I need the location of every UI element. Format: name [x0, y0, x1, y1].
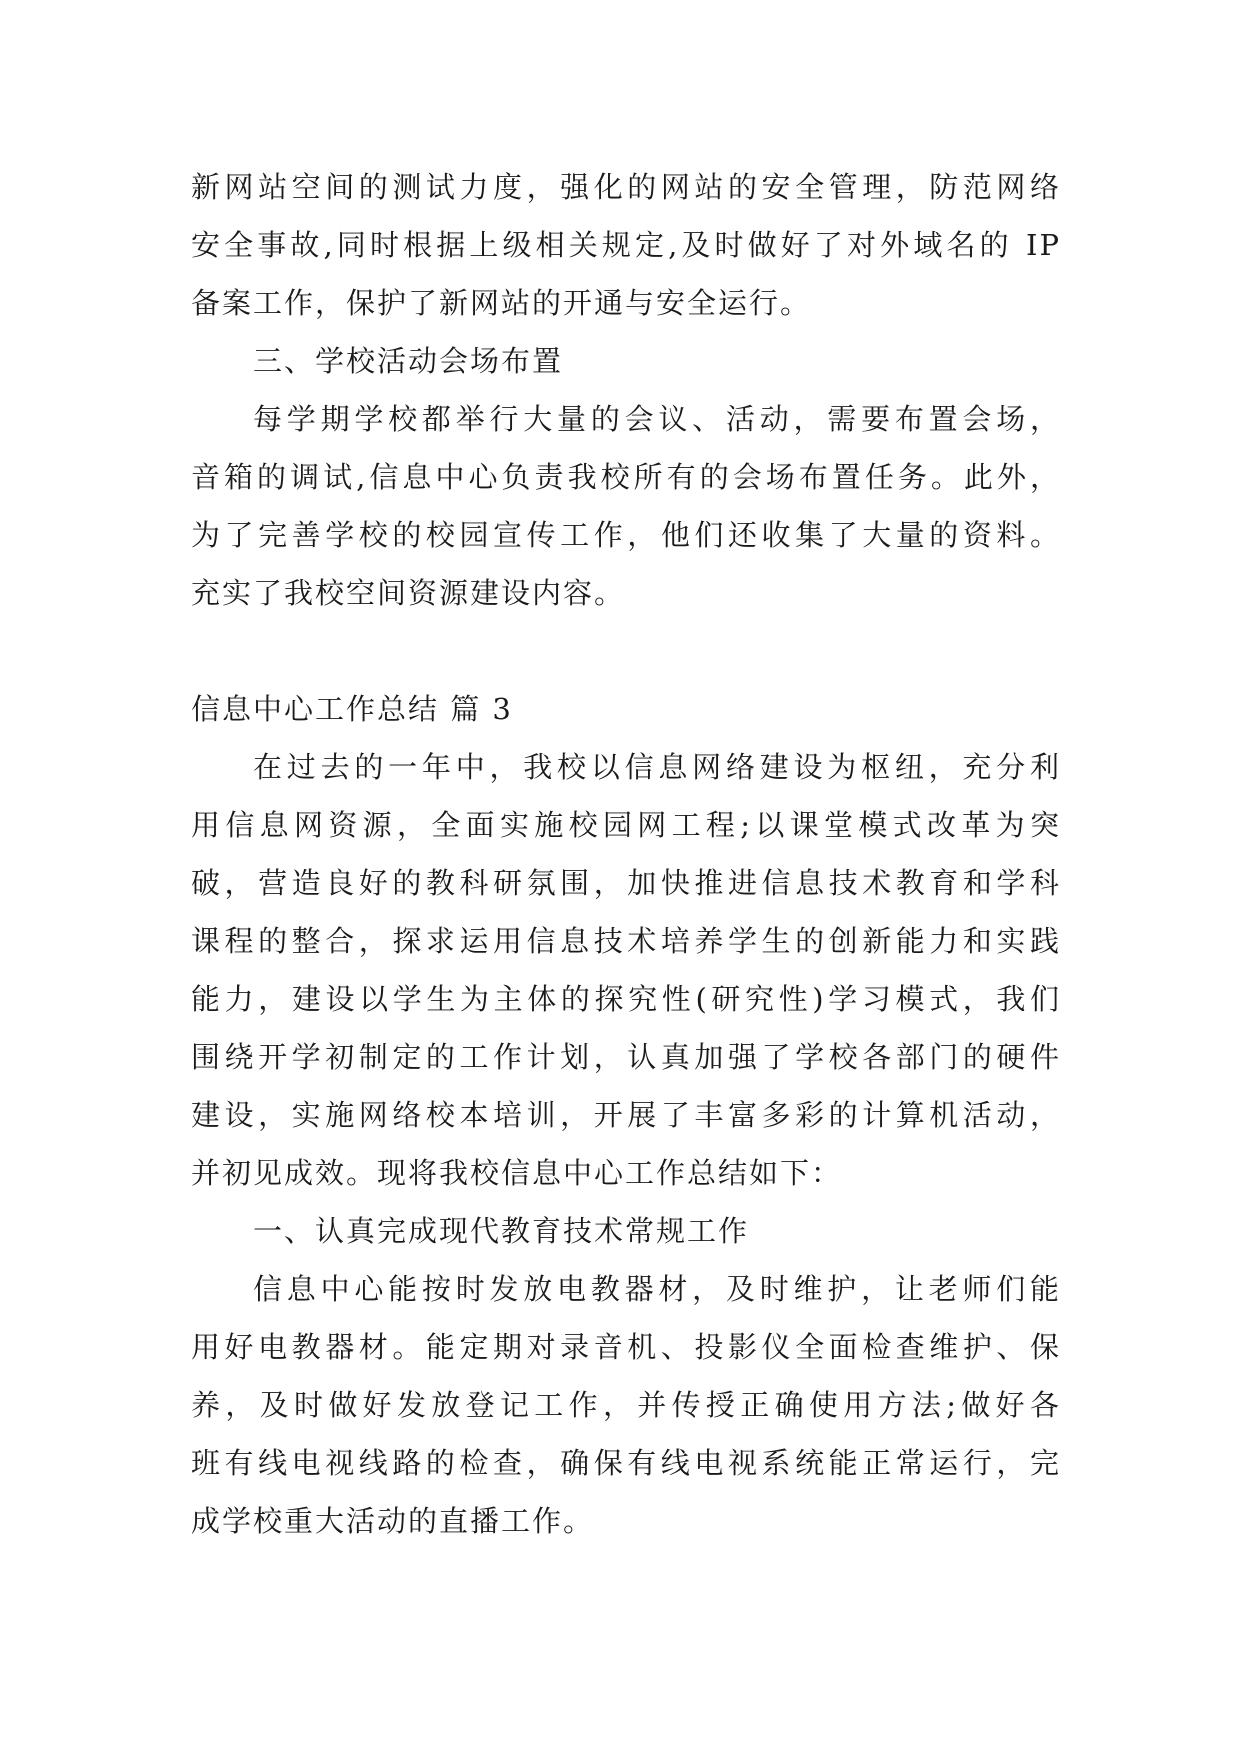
paragraph-annual-overview [191, 738, 1061, 1202]
text-line: 在过去的一年中，我校以信息网络建设为枢纽，充分利 [253, 750, 1061, 784]
paragraph-venue-setup [191, 390, 1061, 622]
text-line: 并初见成效。现将我校信息中心工作总结如下： [191, 1156, 843, 1190]
document-body [191, 158, 1061, 1550]
text-line: 新网站空间的测试力度，强化的网站的安全管理，防范网络 [191, 170, 1061, 204]
text-line: 成学校重大活动的直播工作。 [191, 1504, 595, 1538]
heading-routine-work: 一、认真完成现代教育技术常规工作 [253, 1214, 750, 1248]
text-line: 每学期学校都举行大量的会议、活动，需要布置会场， [253, 402, 1061, 436]
text-line: 养，及时做好发放登记工作，并传授正确使用方法;做好各 [191, 1388, 1061, 1422]
text-line: 用好电教器材。能定期对录音机、投影仪全面检查维护、保 [191, 1330, 1061, 1364]
text-line: 能力，建设以学生为主体的探究性(研究性)学习模式，我们 [191, 982, 1061, 1016]
text-line: 安全事故,同时根据上级相关规定,及时做好了对外域名的 IP [191, 228, 1061, 262]
text-line: 为了完善学校的校园宣传工作，他们还收集了大量的资料。 [191, 518, 1061, 552]
text-line: 建设，实施网络校本培训，开展了丰富多彩的计算机活动， [191, 1098, 1061, 1132]
text-line: 信息中心能按时发放电教器材，及时维护，让老师们能 [253, 1272, 1061, 1306]
heading-venue-setup: 三、学校活动会场布置 [253, 344, 564, 378]
text-line: 破，营造良好的教科研氛围，加快推进信息技术教育和学科 [191, 866, 1061, 900]
section-title: 信息中心工作总结 篇 3 [191, 692, 513, 726]
text-line: 用信息网资源，全面实施校园网工程;以课堂模式改革为突 [191, 808, 1061, 842]
text-line: 充实了我校空间资源建设内容。 [191, 576, 626, 610]
text-line: 课程的整合，探求运用信息技术培养学生的创新能力和实践 [191, 924, 1061, 958]
text-line: 围绕开学初制定的工作计划，认真加强了学校各部门的硬件 [191, 1040, 1061, 1074]
paragraph-website-security [191, 158, 1061, 332]
text-line: 备案工作，保护了新网站的开通与安全运行。 [191, 286, 812, 320]
text-line: 音箱的调试,信息中心负责我校所有的会场布置任务。此外， [191, 460, 1061, 494]
text-line: 班有线电视线路的检查，确保有线电视系统能正常运行，完 [191, 1446, 1061, 1480]
paragraph-equipment-maintenance [191, 1260, 1061, 1550]
